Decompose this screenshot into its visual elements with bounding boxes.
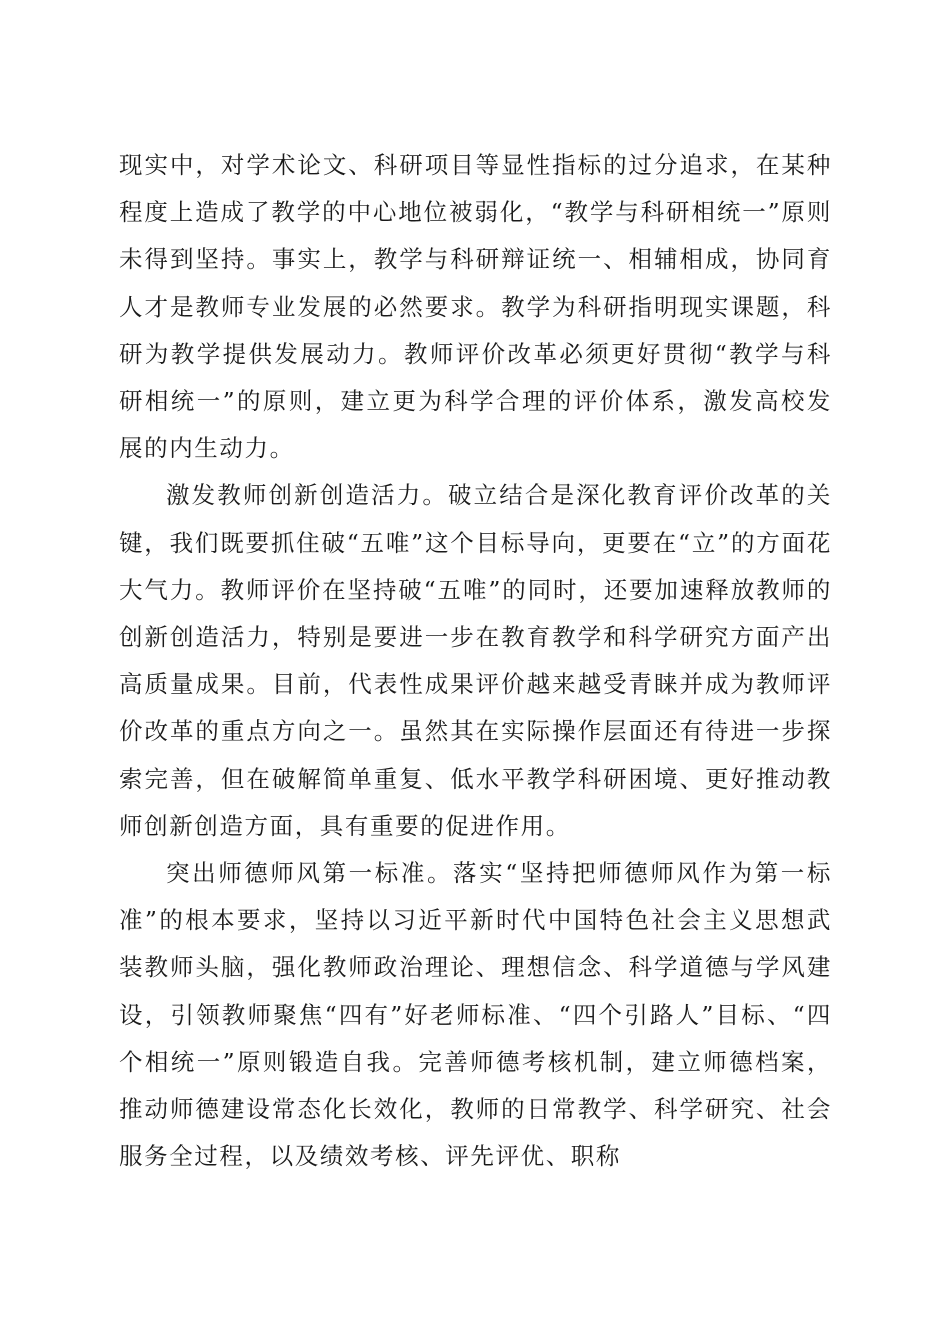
paragraph-innovation-vitality: 激发教师创新创造活力。破立结合是深化教育评价改革的关键，我们既要抓住破“五唯”这个目标导向，更要在“立”的方面花大气力。教师评价在坚持破“五唯”的同时，还要加速释放教师的创新创造活力，特别是要进一步在教育教学和科学研究方面产出高质量成果。目前，代表性成果评价越来越受青睐并成为教师评价改革的重点方向之一。虽然其在实际操作层面还有待进一步探索完善，但在破解简单重复、低水平教学科研困境、更好推动教师创新创造方面，具有重要的促进作用。: [119, 481, 832, 840]
paragraph-teacher-ethics: 突出师德师风第一标准。落实“坚持把师德师风作为第一标准”的根本要求，坚持以习近平新时代中国特色社会主义思想武装教师头脑，强化教师政治理论、理想信念、科学道德与学风建设，引领教师聚焦“四有”好老师标准、“四个引路人”目标、“四个相统一”原则锻造自我。完善师德考核机制，建立师德档案，推动师德建设常态化长效化，教师的日常教学、科学研究、社会服务全过程，以及绩效考核、评先评优、职称: [119, 859, 832, 1171]
paragraph-teaching-research: 现实中，对学术论文、科研项目等显性指标的过分追求，在某种程度上造成了教学的中心地位被弱化，“教学与科研相统一”原则未得到坚持。事实上，教学与科研辩证统一、相辅相成，协同育人才是教师专业发展的必然要求。教学为科研指明现实课题，科研为教学提供发展动力。教师评价改革必须更好贯彻“教学与科研相统一”的原则，建立更为科学合理的评价体系，激发高校发展的内生动力。: [119, 151, 832, 463]
document-page: [119, 142, 832, 1180]
